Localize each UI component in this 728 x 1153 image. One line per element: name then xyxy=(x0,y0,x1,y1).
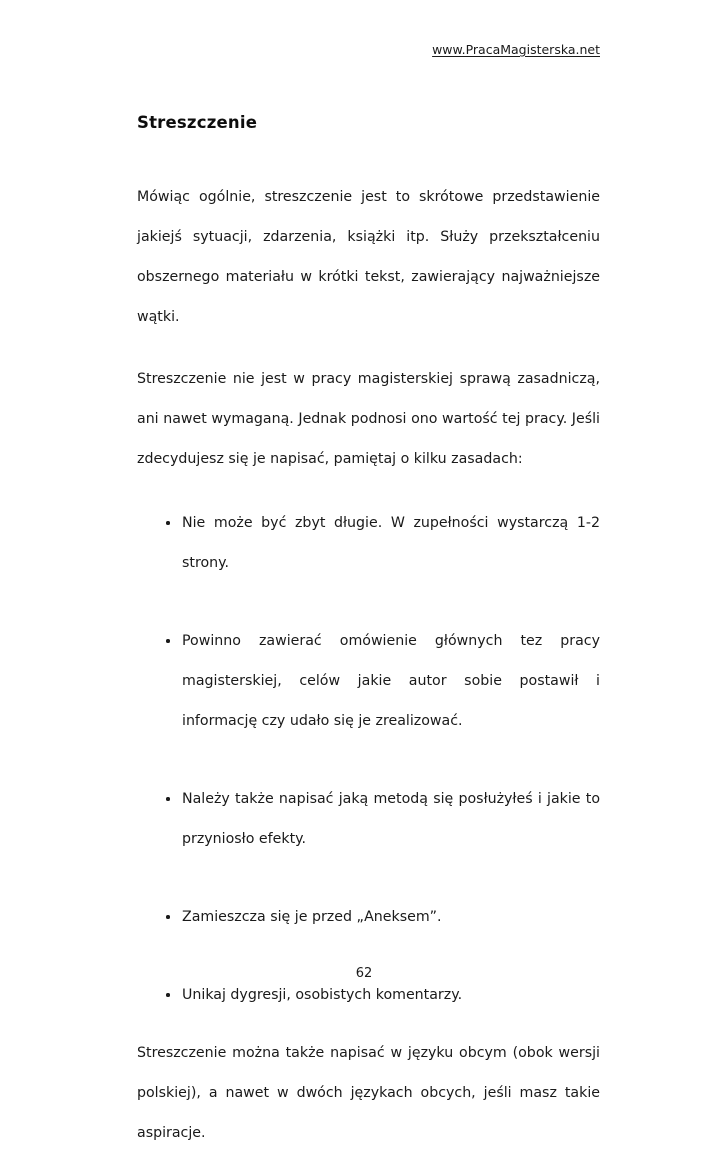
document-body xyxy=(137,112,600,1153)
list-item xyxy=(137,779,600,859)
page-number: 62 xyxy=(355,966,373,981)
page-header xyxy=(137,42,600,58)
list-item-text: Powinno zawierać omówienie głównych tez pracy magisterskiej, celów jakie autor sobie postawił i informację czy udało się je zrealizować. xyxy=(182,633,600,729)
bullet-icon xyxy=(166,797,170,801)
spacer xyxy=(137,479,600,503)
bullet-icon xyxy=(166,521,170,525)
list-item xyxy=(137,897,600,937)
spacer xyxy=(137,337,600,359)
paragraph-second: Streszczenie nie jest w pracy magisterskiej sprawą zasadniczą, ani nawet wymaganą. Jednak podnosi ono wartość tej pracy. Jeśli zdecydujesz się je napisać, pamiętaj o kilku zasadach: xyxy=(137,371,600,467)
list-item xyxy=(137,503,600,583)
list-item-text: Zamieszcza się je przed „Aneksem”. xyxy=(182,909,442,925)
bullet-icon xyxy=(166,915,170,919)
rules-list xyxy=(137,503,600,1015)
list-item-text: Unikaj dygresji, osobistych komentarzy. xyxy=(182,987,463,1003)
paragraph-intro: Mówiąc ogólnie, streszczenie jest to skrótowe przedstawienie jakiejś sytuacji, zdarzenia, książki itp. Służy przekształceniu obszernego materiału w krótki tekst, zawierający najważniejsze wątki. xyxy=(137,189,600,325)
list-item xyxy=(137,621,600,741)
site-url-link[interactable]: www.PracaMagisterska.net xyxy=(432,42,600,57)
list-item-text: Nie może być zbyt długie. W zupełności wystarczą 1-2 strony. xyxy=(182,515,600,571)
bullet-icon xyxy=(166,639,170,643)
bullet-icon xyxy=(166,993,170,997)
spacer xyxy=(137,1015,600,1033)
list-item-text: Należy także napisać jaką metodą się posłużyłeś i jakie to przyniosło efekty. xyxy=(182,791,600,847)
paragraph-closing: Streszczenie można także napisać w języku obcym (obok wersji polskiej), a nawet w dwóch językach obcych, jeśli masz takie aspiracje. xyxy=(137,1045,600,1141)
page-title: Streszczenie xyxy=(137,113,258,132)
spacer xyxy=(137,134,600,177)
